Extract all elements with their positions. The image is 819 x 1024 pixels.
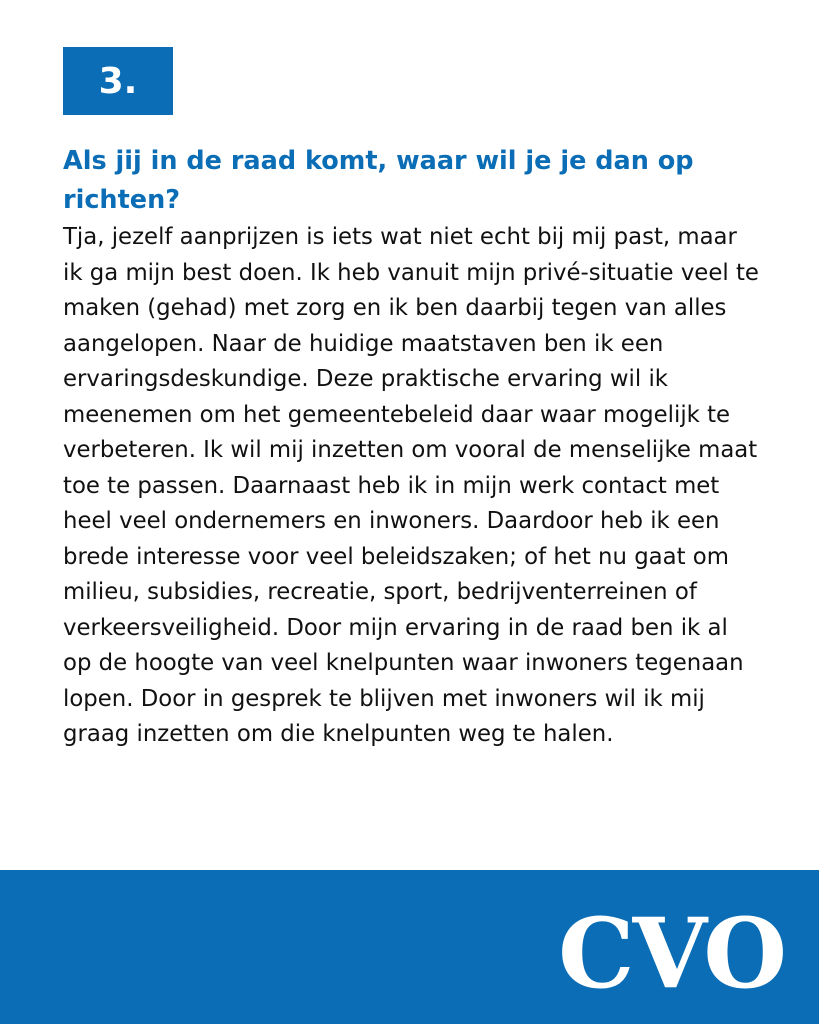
qa-content bbox=[63, 142, 763, 753]
question-number-badge bbox=[63, 47, 173, 115]
answer-text: Tja, jezelf aanprijzen is iets wat niet echt bij mij past, maar ik ga mijn best doen. Ik heb vanuit mijn privé-situatie veel te maken (gehad) met zorg en ik ben daarbij tegen van alles aangelopen. Naar de huidige maatstaven ben ik een ervaringsdeskundige. Deze praktische ervaring wil ik meenemen om het gemeentebeleid daar waar mogelijk te verbeteren. Ik wil mij inzetten om vooral de menselijke maat toe te passen. Daarnaast heb ik in mijn werk contact met heel veel ondernemers en inwoners. Daardoor heb ik een brede interesse voor veel beleidszaken; of het nu gaat om milieu, subsidies, recreatie, sport, bedrijventerreinen of verkeersveiligheid. Door mijn ervaring in de raad ben ik al op de hoogte van veel knelpunten waar inwoners tegenaan lopen. Door in gesprek te blijven met inwoners wil ik mij graag inzetten om die knelpunten weg te halen. bbox=[63, 224, 759, 747]
footer-band bbox=[0, 870, 819, 1024]
question-number: 3. bbox=[98, 60, 138, 102]
cvo-logo: CVO bbox=[558, 897, 785, 1010]
question-heading: Als jij in de raad komt, waar wil je je dan op richten? bbox=[63, 146, 694, 215]
